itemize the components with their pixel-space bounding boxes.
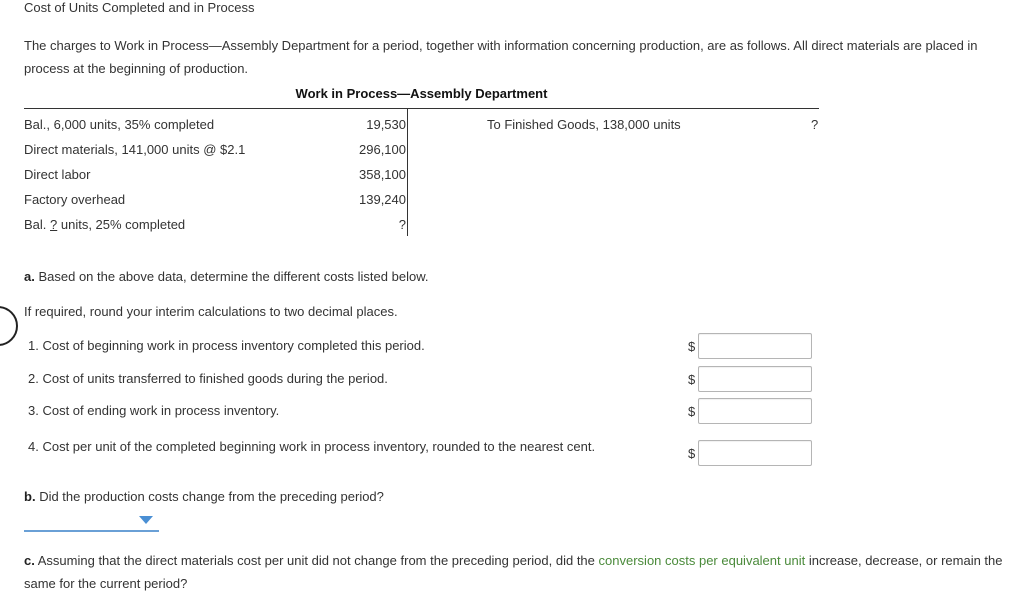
debit-row-amount: 139,240 [359, 192, 406, 207]
t-account-title: Work in Process—Assembly Department [295, 86, 548, 101]
part-c-prompt: c. Assuming that the direct materials cost per unit did not change from the preceding period, did the conversion costs per equivalent unit increase, decrease, or remain the same for the current period? [24, 553, 1003, 591]
debit-row-label: Direct materials, 141,000 units @ $2.1 [24, 142, 246, 157]
side-indicator [0, 306, 18, 346]
question-3: 3. Cost of ending work in process inventory. [28, 403, 280, 418]
part-b-dropdown[interactable] [24, 512, 159, 532]
question-1: 1. Cost of beginning work in process inventory completed this period. [28, 338, 425, 353]
currency-symbol: $ [688, 446, 696, 461]
answer-2-input[interactable] [698, 366, 812, 392]
debit-row-amount: 358,100 [359, 167, 406, 182]
answer-1-input[interactable] [698, 333, 812, 359]
part-b-prompt: b. Did the production costs change from the preceding period? [24, 489, 384, 504]
debit-row-label: Bal. ? units, 25% completed [24, 217, 186, 232]
debit-row-label: Factory overhead [24, 192, 126, 207]
t-account-center-rule [407, 108, 408, 236]
rounding-note: If required, round your interim calculations to two decimal places. [24, 304, 398, 319]
part-a-prompt: a. Based on the above data, determine the different costs listed below. [24, 269, 429, 284]
answer-4-input[interactable] [698, 440, 812, 466]
debit-row-amount: ? [398, 217, 406, 232]
debit-row-label: Direct labor [24, 167, 91, 182]
debit-row-amount: 19,530 [366, 117, 406, 132]
page-title: Cost of Units Completed and in Process [24, 0, 255, 15]
question-4: 4. Cost per unit of the completed beginning work in process inventory, rounded to the nearest cent. [28, 439, 596, 454]
currency-symbol: $ [688, 404, 696, 419]
problem-intro: The charges to Work in Process—Assembly Department for a period, together with information concerning production, are as follows. All direct materials are placed in process at the beginning of production. [24, 38, 978, 76]
chevron-down-icon [139, 516, 153, 524]
debit-row-label: Bal., 6,000 units, 35% completed [24, 117, 215, 132]
question-2: 2. Cost of units transferred to finished goods during the period. [28, 371, 388, 386]
credit-row-label: To Finished Goods, 138,000 units [487, 117, 681, 132]
credit-row-amount: ? [811, 117, 819, 132]
conversion-costs-link[interactable]: conversion costs per equivalent unit [598, 553, 806, 568]
answer-3-input[interactable] [698, 398, 812, 424]
t-account-top-rule [24, 108, 819, 109]
currency-symbol: $ [688, 372, 696, 387]
currency-symbol: $ [688, 339, 696, 354]
debit-row-amount: 296,100 [359, 142, 406, 157]
